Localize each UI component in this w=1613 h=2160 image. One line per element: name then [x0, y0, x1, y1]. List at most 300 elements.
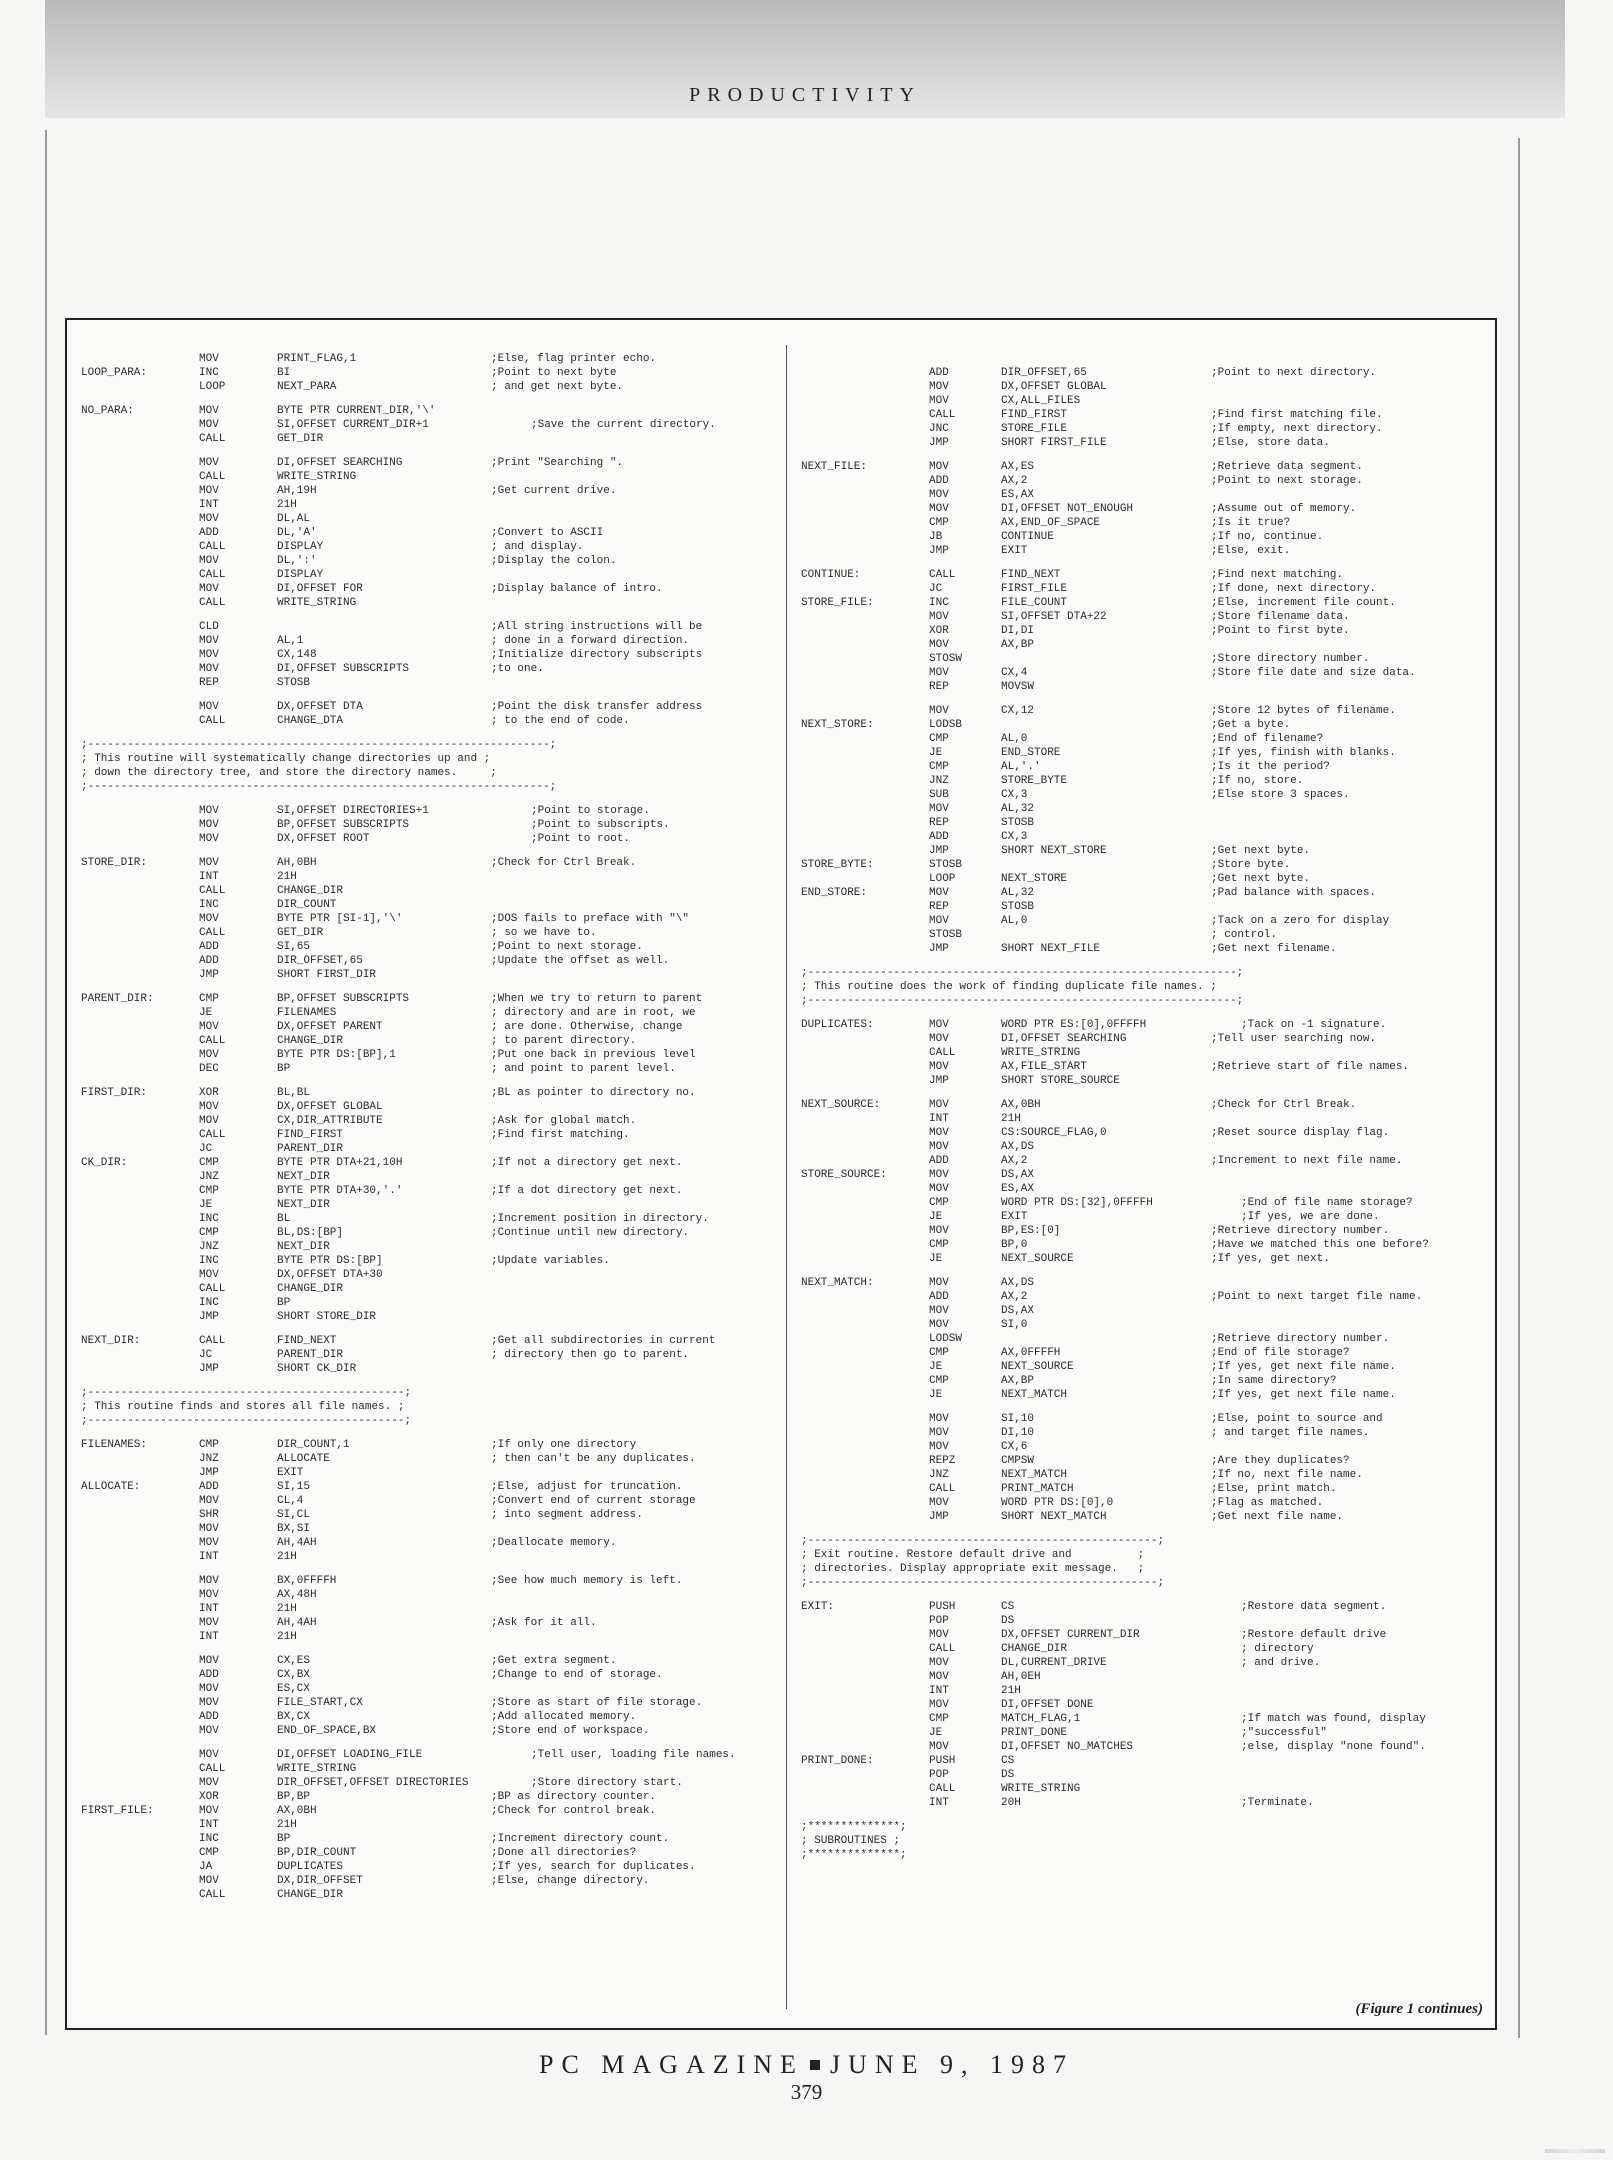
code-opcode: CMP: [199, 1185, 219, 1197]
code-operand: CX,ALL_FILES: [1001, 395, 1081, 407]
code-opcode: INT: [929, 1113, 949, 1125]
code-operand: 21H: [277, 1819, 297, 1831]
code-opcode: CALL: [199, 1283, 226, 1295]
code-comment: ;Increment directory count.: [491, 1833, 670, 1845]
code-opcode: CALL: [199, 885, 226, 897]
code-opcode: CMP: [929, 1239, 949, 1251]
code-comment: ;When we try to return to parent: [491, 993, 703, 1005]
code-operand: DISPLAY: [277, 569, 324, 581]
code-opcode: MOV: [929, 705, 949, 717]
scan-artifact: [1545, 2149, 1605, 2153]
code-opcode: LOOP: [199, 381, 226, 393]
code-comment: ;Restore default drive: [1241, 1629, 1387, 1641]
code-comment: ;Add allocated memory.: [491, 1711, 637, 1723]
code-opcode: CMP: [199, 1439, 219, 1451]
code-opcode: JE: [929, 1253, 943, 1265]
code-operand: GET_DIR: [277, 927, 324, 939]
code-operand: CX,148: [277, 649, 317, 661]
code-comment: ;Else, store data.: [1211, 437, 1330, 449]
code-operand: WRITE_STRING: [1001, 1047, 1081, 1059]
code-operand: DS,AX: [1001, 1169, 1035, 1181]
code-operand: BX,0FFFFH: [277, 1575, 337, 1587]
code-operand: WRITE_STRING: [277, 471, 357, 483]
code-opcode: LODSW: [929, 1333, 963, 1345]
code-operand: CX,BX: [277, 1669, 311, 1681]
code-operand: AX,0BH: [1001, 1099, 1041, 1111]
code-opcode: MOV: [929, 915, 949, 927]
code-operand: 20H: [1001, 1797, 1021, 1809]
code-opcode: STOSW: [929, 653, 963, 665]
code-operand: WORD PTR ES:[0],0FFFFH: [1001, 1019, 1147, 1031]
code-listing-box: [65, 318, 1497, 2030]
code-opcode: JA: [199, 1861, 213, 1873]
code-operand: DI,DI: [1001, 625, 1035, 637]
code-comment-block: ;-----------------------------------------------------------------;: [801, 995, 1244, 1007]
code-comment: ;Else store 3 spaces.: [1211, 789, 1350, 801]
code-opcode: JB: [929, 531, 943, 543]
code-opcode: MOV: [199, 513, 219, 525]
code-comment: ;Point to root.: [531, 833, 631, 845]
code-comment: ;Display the colon.: [491, 555, 617, 567]
code-operand: DS,AX: [1001, 1305, 1035, 1317]
code-operand: AX,0BH: [277, 1805, 317, 1817]
code-operand: CHANGE_DIR: [277, 1035, 344, 1047]
code-opcode: MOV: [929, 611, 949, 623]
code-opcode: LODSB: [929, 719, 963, 731]
code-operand: BP,BP: [277, 1791, 311, 1803]
code-comment: ;Are they duplicates?: [1211, 1455, 1350, 1467]
code-opcode: CALL: [199, 541, 226, 553]
code-opcode: JMP: [199, 969, 219, 981]
code-opcode: ADD: [929, 367, 949, 379]
code-operand: CHANGE_DIR: [277, 1889, 344, 1901]
code-operand: SHORT FIRST_FILE: [1001, 437, 1107, 449]
code-operand: STORE_FILE: [1001, 423, 1068, 435]
code-operand: FILE_START,CX: [277, 1697, 363, 1709]
code-opcode: MOV: [199, 913, 219, 925]
code-operand: CHANGE_DIR: [277, 1283, 344, 1295]
code-operand: AX,2: [1001, 475, 1028, 487]
code-opcode: CMP: [929, 761, 949, 773]
code-opcode: MOV: [199, 663, 219, 675]
code-comment: ;See how much memory is left.: [491, 1575, 683, 1587]
code-operand: SI,0: [1001, 1319, 1028, 1331]
code-comment: ;Store as start of file storage.: [491, 1697, 703, 1709]
code-operand: ALLOCATE: [277, 1453, 330, 1465]
code-comment: ; control.: [1211, 929, 1278, 941]
code-opcode: STOSB: [929, 929, 963, 941]
code-operand: SHORT NEXT_MATCH: [1001, 1511, 1107, 1523]
code-operand: FIRST_FILE: [1001, 583, 1068, 595]
code-opcode: JNZ: [199, 1171, 219, 1183]
code-comment: ;Have we matched this one before?: [1211, 1239, 1429, 1251]
code-opcode: CLD: [199, 621, 219, 633]
code-operand: BL,DS:[BP]: [277, 1227, 344, 1239]
code-opcode: JNZ: [929, 1469, 949, 1481]
code-operand: FILE_COUNT: [1001, 597, 1068, 609]
code-comment: ; done in a forward direction.: [491, 635, 690, 647]
code-operand: BYTE PTR CURRENT_DIR,'\': [277, 405, 436, 417]
code-comment: ;to one.: [491, 663, 544, 675]
code-operand: SI,OFFSET DTA+22: [1001, 611, 1107, 623]
code-operand: SHORT STORE_DIR: [277, 1311, 377, 1323]
code-comment: ;If yes, finish with blanks.: [1211, 747, 1396, 759]
code-comment-block: ;------------------------------------------------;: [81, 1415, 412, 1427]
code-opcode: CMP: [199, 1227, 219, 1239]
code-opcode: CMP: [929, 1347, 949, 1359]
page-footer: [0, 2050, 1613, 2080]
code-opcode: INT: [199, 871, 219, 883]
code-operand: NEXT_DIR: [277, 1241, 330, 1253]
code-comment: ;Continue until new directory.: [491, 1227, 690, 1239]
code-opcode: POP: [929, 1769, 949, 1781]
code-opcode: INC: [929, 597, 949, 609]
code-opcode: MOV: [199, 833, 219, 845]
code-comment: ; are done. Otherwise, change: [491, 1021, 683, 1033]
code-comment: ;Store end of workspace.: [491, 1725, 650, 1737]
code-label: FIRST_FILE:: [81, 1805, 154, 1817]
code-operand: AX,DS: [1001, 1141, 1035, 1153]
code-comment: ;Change to end of storage.: [491, 1669, 663, 1681]
code-opcode: MOV: [199, 1115, 219, 1127]
code-comment-block: ;-----------------------------------------------------;: [801, 1577, 1165, 1589]
code-opcode: JMP: [199, 1467, 219, 1479]
code-operand: AH,0EH: [1001, 1671, 1041, 1683]
code-operand: AL,32: [1001, 803, 1035, 815]
code-opcode: XOR: [199, 1791, 219, 1803]
code-comment: ;Ask for it all.: [491, 1617, 597, 1629]
code-opcode: INC: [199, 1213, 219, 1225]
code-operand: AH,19H: [277, 485, 317, 497]
code-operand: AL,0: [1001, 733, 1028, 745]
code-comment: ;Else, flag printer echo.: [491, 353, 657, 365]
code-comment: ;Done all directories?: [491, 1847, 637, 1859]
code-comment: ;Update the offset as well.: [491, 955, 670, 967]
code-operand: CX,3: [1001, 789, 1028, 801]
code-label: PARENT_DIR:: [81, 993, 154, 1005]
code-comment: ;Store filename data.: [1211, 611, 1350, 623]
code-opcode: INT: [199, 1819, 219, 1831]
code-operand: DUPLICATES: [277, 1861, 344, 1873]
code-operand: CX,3: [1001, 831, 1028, 843]
code-operand: CONTINUE: [1001, 531, 1054, 543]
code-opcode: MOV: [199, 701, 219, 713]
code-comment: ;Get a byte.: [1211, 719, 1291, 731]
code-comment: ;Reset source display flag.: [1211, 1127, 1390, 1139]
code-label: CK_DIR:: [81, 1157, 128, 1169]
code-operand: CX,4: [1001, 667, 1028, 679]
code-operand: PARENT_DIR: [277, 1143, 344, 1155]
code-label: END_STORE:: [801, 887, 868, 899]
code-operand: MATCH_FLAG,1: [1001, 1713, 1081, 1725]
code-label: NEXT_SOURCE:: [801, 1099, 881, 1111]
code-operand: DX,DIR_OFFSET: [277, 1875, 363, 1887]
code-comment: ;Point to next byte: [491, 367, 617, 379]
code-operand: DL,':': [277, 555, 317, 567]
code-operand: BX,CX: [277, 1711, 311, 1723]
code-operand: BL,BL: [277, 1087, 311, 1099]
code-opcode: INT: [929, 1797, 949, 1809]
code-comment: ; then can't be any duplicates.: [491, 1453, 696, 1465]
code-opcode: PUSH: [929, 1755, 956, 1767]
code-label: STORE_SOURCE:: [801, 1169, 887, 1181]
column-divider: [786, 345, 787, 2009]
code-comment: ; into segment address.: [491, 1509, 643, 1521]
code-opcode: JC: [929, 583, 943, 595]
code-opcode: INT: [929, 1685, 949, 1697]
code-operand: DIR_OFFSET,65: [277, 955, 363, 967]
code-opcode: CALL: [199, 1035, 226, 1047]
code-opcode: MOV: [199, 555, 219, 567]
code-label: NEXT_FILE:: [801, 461, 868, 473]
code-opcode: REPZ: [929, 1455, 956, 1467]
code-operand: DS: [1001, 1615, 1015, 1627]
code-label: LOOP_PARA:: [81, 367, 148, 379]
code-opcode: ADD: [929, 831, 949, 843]
code-operand: AH,4AH: [277, 1617, 317, 1629]
code-opcode: MOV: [199, 1875, 219, 1887]
code-opcode: MOV: [199, 857, 219, 869]
code-operand: BP,DIR_COUNT: [277, 1847, 357, 1859]
code-comment: ;Point to next directory.: [1211, 367, 1377, 379]
code-operand: CHANGE_DIR: [1001, 1643, 1068, 1655]
code-comment: ;If yes, get next file name.: [1211, 1361, 1396, 1373]
code-opcode: MOV: [929, 1699, 949, 1711]
code-label: PRINT_DONE:: [801, 1755, 874, 1767]
code-comment: ;Convert to ASCII: [491, 527, 604, 539]
code-opcode: MOV: [199, 419, 219, 431]
code-operand: SI,10: [1001, 1413, 1035, 1425]
code-operand: AX,2: [1001, 1291, 1028, 1303]
code-comment: ;Check for Ctrl Break.: [491, 857, 637, 869]
code-operand: FIND_NEXT: [277, 1335, 337, 1347]
code-opcode: XOR: [929, 625, 949, 637]
code-opcode: JE: [199, 1007, 213, 1019]
code-comment: ;Get next file name.: [1211, 1511, 1344, 1523]
code-opcode: STOSB: [929, 859, 963, 871]
code-comment: ;Convert end of current storage: [491, 1495, 696, 1507]
code-operand: DX,OFFSET DTA+30: [277, 1269, 383, 1281]
code-comment: ;Find first matching.: [491, 1129, 630, 1141]
code-opcode: CMP: [929, 517, 949, 529]
code-comment: ;Point to next target file name.: [1211, 1291, 1423, 1303]
code-opcode: PUSH: [929, 1601, 956, 1613]
code-operand: SI,15: [277, 1481, 311, 1493]
code-opcode: MOV: [929, 1413, 949, 1425]
code-operand: DL,'A': [277, 527, 317, 539]
code-operand: STOSB: [277, 677, 311, 689]
code-operand: CMPSW: [1001, 1455, 1035, 1467]
code-opcode: POP: [929, 1615, 949, 1627]
code-comment: ;Store byte.: [1211, 859, 1291, 871]
code-operand: DISPLAY: [277, 541, 324, 553]
code-opcode: CALL: [929, 1047, 956, 1059]
code-comment: ; so we have to.: [491, 927, 597, 939]
code-opcode: LOOP: [929, 873, 956, 885]
code-operand: FIND_FIRST: [1001, 409, 1068, 421]
code-opcode: MOV: [929, 461, 949, 473]
code-opcode: MOV: [199, 1805, 219, 1817]
code-opcode: MOV: [199, 1537, 219, 1549]
code-opcode: MOV: [199, 1683, 219, 1695]
code-comment: ;Ask for global match.: [491, 1115, 637, 1127]
code-comment: ;Point to next storage.: [1211, 475, 1363, 487]
code-operand: CS: [1001, 1755, 1015, 1767]
code-operand: BP,OFFSET SUBSCRIPTS: [277, 819, 410, 831]
code-opcode: JE: [929, 747, 943, 759]
code-opcode: ADD: [199, 1481, 219, 1493]
code-comment: ;End of file storage?: [1211, 1347, 1350, 1359]
code-operand: ES,AX: [1001, 1183, 1035, 1195]
code-operand: DI,10: [1001, 1427, 1035, 1439]
code-comment: ;Deallocate memory.: [491, 1537, 617, 1549]
code-comment: ;Else, increment file count.: [1211, 597, 1396, 609]
code-opcode: CALL: [199, 1889, 226, 1901]
code-comment: ;Check for control break.: [491, 1805, 657, 1817]
code-operand: AX,ES: [1001, 461, 1035, 473]
code-opcode: CALL: [199, 597, 226, 609]
code-operand: AX,DS: [1001, 1277, 1035, 1289]
code-opcode: REP: [929, 681, 949, 693]
code-operand: BP,0: [1001, 1239, 1028, 1251]
code-opcode: JMP: [929, 1511, 949, 1523]
code-comment: ;Flag as matched.: [1211, 1497, 1324, 1509]
code-operand: CHANGE_DTA: [277, 715, 344, 727]
code-comment-block: ; This routine will systematically change directories up and ;: [81, 753, 491, 765]
code-comment: ;Restore data segment.: [1241, 1601, 1387, 1613]
code-operand: END_STORE: [1001, 747, 1061, 759]
code-opcode: MOV: [199, 1777, 219, 1789]
code-comment: ;If yes, search for duplicates.: [491, 1861, 696, 1873]
code-opcode: MOV: [199, 1523, 219, 1535]
code-opcode: INC: [199, 1833, 219, 1845]
code-label: FILENAMES:: [81, 1439, 148, 1451]
code-operand: AX,2: [1001, 1155, 1028, 1167]
code-operand: DI,OFFSET LOADING_FILE: [277, 1749, 423, 1761]
code-opcode: ADD: [199, 1711, 219, 1723]
code-opcode: MOV: [199, 1495, 219, 1507]
code-operand: DL,AL: [277, 513, 311, 525]
code-opcode: JE: [199, 1199, 213, 1211]
code-comment-block: ; down the directory tree, and store the directory names. ;: [81, 767, 497, 779]
code-opcode: MOV: [929, 667, 949, 679]
code-operand: SHORT NEXT_STORE: [1001, 845, 1107, 857]
code-comment: ;Point to first byte.: [1211, 625, 1350, 637]
code-comment-block: ;----------------------------------------------------------------------;: [81, 781, 557, 793]
code-comment: ; directory: [1241, 1643, 1314, 1655]
code-operand: CX,12: [1001, 705, 1035, 717]
code-opcode: MOV: [929, 639, 949, 651]
code-comment: ;If match was found, display: [1241, 1713, 1426, 1725]
code-opcode: JNZ: [929, 775, 949, 787]
code-opcode: JMP: [929, 943, 949, 955]
code-opcode: CMP: [199, 1847, 219, 1859]
code-label: NO_PARA:: [81, 405, 134, 417]
code-opcode: ADD: [929, 1291, 949, 1303]
code-opcode: MOV: [929, 1033, 949, 1045]
code-operand: DIR_COUNT,1: [277, 1439, 350, 1451]
code-opcode: MOV: [929, 1671, 949, 1683]
code-opcode: MOV: [929, 803, 949, 815]
code-comment-block: ; This routine does the work of finding duplicate file names. ;: [801, 981, 1217, 993]
code-opcode: INT: [199, 1551, 219, 1563]
code-comment-block: ; directories. Display appropriate exit message. ;: [801, 1563, 1145, 1575]
code-opcode: MOV: [929, 1427, 949, 1439]
code-opcode: MOV: [199, 1021, 219, 1033]
code-opcode: ADD: [929, 1155, 949, 1167]
code-comment: ;End of filename?: [1211, 733, 1324, 745]
code-operand: BYTE PTR DTA+21,10H: [277, 1157, 403, 1169]
code-comment: ;If yes, get next.: [1211, 1253, 1330, 1265]
code-opcode: MOV: [199, 819, 219, 831]
code-comment: ;Else, adjust for truncation.: [491, 1481, 683, 1493]
code-comment: ;BP as directory counter.: [491, 1791, 657, 1803]
code-opcode: CMP: [929, 1713, 949, 1725]
code-opcode: SHR: [199, 1509, 219, 1521]
code-operand: DIR_OFFSET,OFFSET DIRECTORIES: [277, 1777, 469, 1789]
code-operand: NEXT_STORE: [1001, 873, 1068, 885]
code-comment: ;Else, exit.: [1211, 545, 1291, 557]
code-comment: ;Initialize directory subscripts: [491, 649, 703, 661]
code-comment: ;Increment position in directory.: [491, 1213, 709, 1225]
code-label: NEXT_DIR:: [81, 1335, 141, 1347]
code-comment: ;Get next byte.: [1211, 845, 1311, 857]
code-opcode: JC: [199, 1349, 213, 1361]
code-comment: ;Save the current directory.: [531, 419, 716, 431]
code-opcode: ADD: [929, 475, 949, 487]
code-operand: SI,OFFSET DIRECTORIES+1: [277, 805, 429, 817]
code-operand: AX,END_OF_SPACE: [1001, 517, 1101, 529]
code-operand: DL,CURRENT_DRIVE: [1001, 1657, 1107, 1669]
code-comment: ;Store directory number.: [1211, 653, 1370, 665]
code-operand: PRINT_DONE: [1001, 1727, 1068, 1739]
code-comment: ;Else, point to source and: [1211, 1413, 1383, 1425]
code-opcode: MOV: [929, 1019, 949, 1031]
code-opcode: INC: [199, 899, 219, 911]
code-label: ALLOCATE:: [81, 1481, 141, 1493]
page-number: 379: [790, 2080, 823, 2104]
figure-caption: (Figure 1 continues): [1355, 2001, 1483, 2017]
code-opcode: MOV: [199, 1049, 219, 1061]
code-comment: ;Get extra segment.: [491, 1655, 617, 1667]
code-comment: ;If not a directory get next.: [491, 1157, 683, 1169]
code-operand: AL,32: [1001, 887, 1035, 899]
code-operand: NEXT_SOURCE: [1001, 1253, 1074, 1265]
code-opcode: MOV: [929, 1305, 949, 1317]
code-comment: ; directory and are in root, we: [491, 1007, 696, 1019]
code-comment: ;Else, change directory.: [491, 1875, 650, 1887]
code-operand: WORD PTR DS:[32],0FFFFH: [1001, 1197, 1153, 1209]
code-label: NEXT_MATCH:: [801, 1277, 874, 1289]
code-operand: SHORT NEXT_FILE: [1001, 943, 1101, 955]
code-opcode: ADD: [199, 1669, 219, 1681]
code-comment: ;Tack on -1 signature.: [1241, 1019, 1387, 1031]
code-opcode: CALL: [929, 409, 956, 421]
magazine-name: PC MAGAZINE: [538, 2050, 804, 2079]
code-operand: EXIT: [277, 1467, 304, 1479]
issue-date: JUNE 9, 1987: [829, 2050, 1074, 2079]
code-comment: ;Get next byte.: [1211, 873, 1311, 885]
code-comment: ;Update variables.: [491, 1255, 610, 1267]
code-comment: ;If yes, we are done.: [1241, 1211, 1380, 1223]
code-opcode: MOV: [199, 649, 219, 661]
code-operand: 21H: [277, 1551, 297, 1563]
code-opcode: CALL: [929, 1783, 956, 1795]
code-opcode: JC: [199, 1143, 213, 1155]
code-opcode: SUB: [929, 789, 949, 801]
code-operand: AH,0BH: [277, 857, 317, 869]
code-opcode: JNZ: [199, 1241, 219, 1253]
